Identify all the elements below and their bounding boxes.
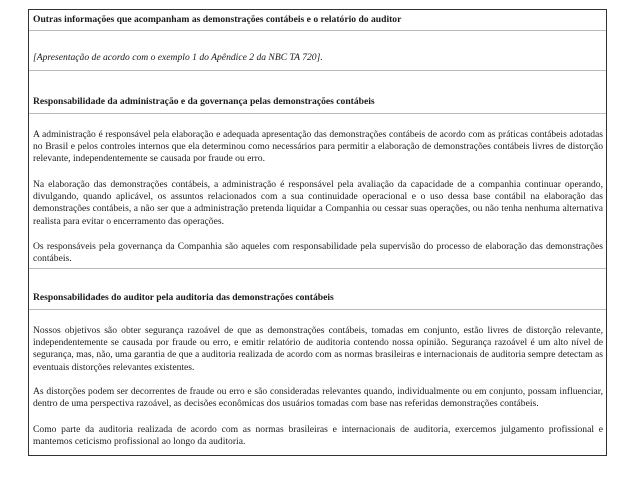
heading-other-information: Outras informações que acompanham as demonstrações contábeis e o relatório do auditor (33, 14, 402, 25)
paragraph: A administração é responsável pela elaboração e adequada apresentação das demonstrações contábeis de acordo com as práticas contábeis adotadas no Brasil e pelos controles internos que ela determinou como necessários para permitir a elaboração de demonstrações contábeis livres de distorção relevante, independentemente se causada por fraude ou erro. (33, 129, 603, 165)
auditor-paragraph-2 (29, 386, 606, 410)
paragraph: Na elaboração das demonstrações contábeis, a administração é responsável pela avaliação da capacidade de a companhia continuar operando, divulgando, quando aplicável, os assuntos relacionados com a sua continuidade operacional e o uso dessa base contábil na elaboração das demonstrações contábeis, a não ser que a administração pretenda liquidar a Companhia ou cessar suas operações, ou não tenha nenhuma alternativa realista para evitar o encerramento das operações. (33, 179, 603, 227)
auditor-paragraph-1 (29, 325, 606, 374)
divider (29, 113, 606, 114)
heading-management-responsibility: Responsabilidade da administração e da governança pelas demonstrações contábeis (33, 96, 375, 107)
management-paragraph-1 (29, 129, 606, 166)
presentation-note: [Apresentação de acordo com o exemplo 1 do Apêndice 2 da NBC TA 720]. (33, 52, 323, 63)
auditor-paragraph-3 (29, 424, 606, 448)
divider (29, 268, 606, 269)
heading-auditor-responsibility: Responsabilidades do auditor pela auditoria das demonstrações contábeis (33, 292, 334, 303)
document-page (28, 9, 607, 456)
divider (29, 70, 606, 71)
paragraph: As distorções podem ser decorrentes de fraude ou erro e são consideradas relevantes quando, individualmente ou em conjunto, possam influenciar, dentro de uma perspectiva razoável, as decisões econômicas dos usuários tomadas com base nas referidas demonstrações contábeis. (33, 386, 603, 410)
management-paragraph-3 (29, 241, 606, 265)
management-paragraph-2 (29, 179, 606, 228)
paragraph: Nossos objetivos são obter segurança razoável de que as demonstrações contábeis, tomadas em conjunto, estão livres de distorção relevante, independentemente se causada por fraude ou erro, e emitir relatório de auditoria contendo nossa opinião. Segurança razoável é um alto nível de segurança, mas, não, uma garantia de que a auditoria realizada de acordo com as normas brasileiras e internacionais de auditoria sempre detectam as eventuais distorções relevantes existentes. (33, 325, 603, 373)
paragraph: Como parte da auditoria realizada de acordo com as normas brasileiras e internacionais de auditoria, exercemos julgamento profissional e mantemos ceticismo profissional ao longo da auditoria. (33, 424, 603, 448)
divider (29, 30, 606, 31)
divider (29, 309, 606, 310)
paragraph: Os responsáveis pela governança da Companhia são aqueles com responsabilidade pela supervisão do processo de elaboração das demonstrações contábeis. (33, 241, 603, 265)
